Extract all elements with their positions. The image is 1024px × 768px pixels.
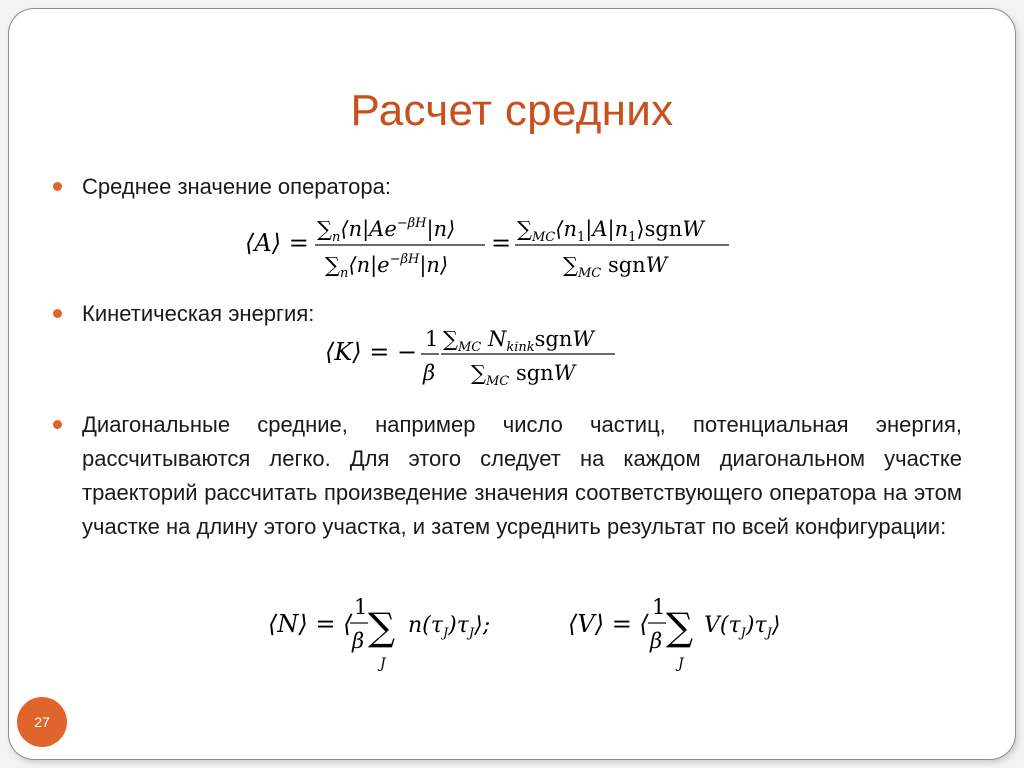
svg-text:1: 1 <box>354 595 368 619</box>
svg-text:β: β <box>650 629 663 653</box>
bullet-marker <box>53 420 62 429</box>
bullet-marker <box>53 309 62 318</box>
svg-text:⟨K⟩ = −: ⟨K⟩ = − <box>325 338 418 366</box>
formula-kinetic-energy <box>325 318 625 394</box>
svg-text:β: β <box>352 629 365 653</box>
page-number-badge: 27 <box>17 697 67 747</box>
bullet-operator-average: Среднее значение оператора: <box>82 174 391 199</box>
formula-operator-average <box>245 206 745 286</box>
svg-text:J: J <box>380 656 386 672</box>
svg-text:1: 1 <box>652 595 666 619</box>
svg-text:1: 1 <box>425 327 439 351</box>
svg-text:∑MC sgnW: $\sum_{MC}$ sgnW <box>471 361 576 389</box>
svg-text:∑MC sgnW: $\sum_{MC}$ sgnW <box>563 253 668 281</box>
svg-text:∑: ∑ <box>368 605 396 649</box>
bullet-marker <box>53 182 62 191</box>
slide-title: Расчет средних <box>350 86 674 135</box>
svg-text:J: J <box>678 656 684 672</box>
svg-text:∑: ∑ <box>666 605 694 649</box>
formula-diagonal-averages <box>268 590 808 678</box>
svg-text:∑MC NkinksgnW: $\sum_{MC}$ $N_{kink}sgnW$ <box>443 327 594 355</box>
svg-text:⟨A⟩ =: ⟨A⟩ = <box>245 229 309 257</box>
svg-text:∑n⟨n|Ae−βH|n⟩: $\sum_n⟨n|Ae^{-\beta H}|n⟩$ <box>317 216 456 245</box>
bullet-kinetic-energy: Кинетическая энергия: <box>82 301 315 326</box>
svg-text:⟨N⟩ = ⟨: ⟨N⟩ = ⟨ <box>268 610 353 638</box>
svg-text:∑MC⟨n1|A|n1⟩sgnW: $\sum_{MC}⟨n_1|A|n_1⟩sgnW$ <box>517 217 704 245</box>
svg-text:⟨V⟩ = ⟨: ⟨V⟩ = ⟨ <box>568 610 649 638</box>
svg-text:V(τJ)τJ⟩: $V(\tau_J)\tau_J⟩$ <box>704 613 781 641</box>
svg-text:n(τJ)τJ⟩;: $n(\tau_J)\tau_J⟩$; <box>408 613 491 641</box>
bullet-diagonal-averages: Диагональные средние, например число частиц, потенциальная энергия, рассчитываются легко. Для этого следует на каждом диагональном участке траекторий рассчитать произведение значения соответствующего оператора на этом участке на длину этого участка, и затем усреднить результат по всей конфигурации: <box>82 412 962 539</box>
svg-text:β: β <box>423 361 436 385</box>
svg-text:∑n⟨n|e−βH|n⟩: $\sum_n⟨n|e^{-\beta H}|n⟩$ <box>325 252 449 281</box>
svg-text:=: = <box>491 229 512 257</box>
